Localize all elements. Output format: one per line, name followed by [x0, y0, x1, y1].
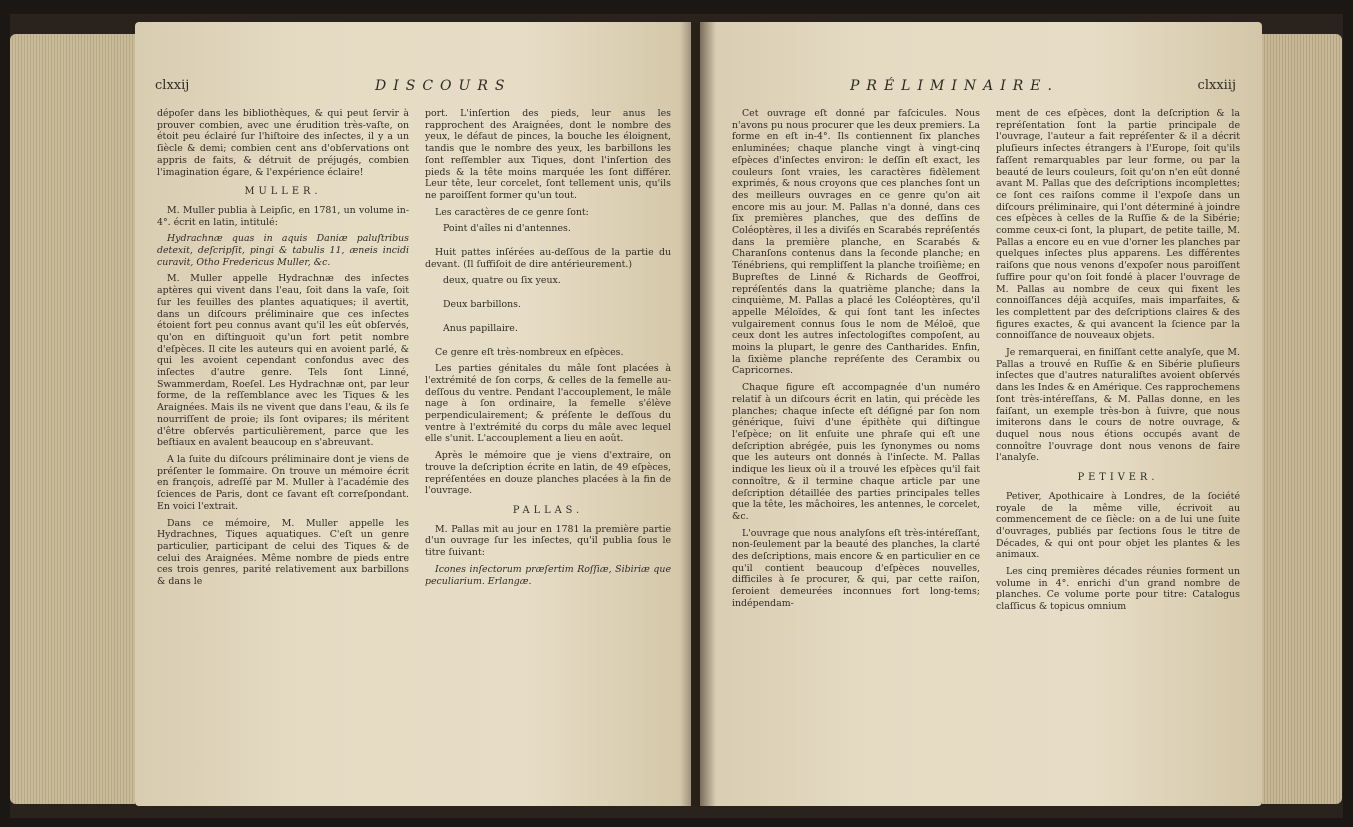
left-page	[135, 22, 691, 806]
paragraph: dépoſer dans les bibliothèques, & qui peut ſervir à prouver combien, avec une érudition très-vaſte, on étoit peu éclairé ſur l'hiſtoire des inſectes, il y a un ſiècle & demi; combien cent ans d'obſervations ont appris de faits, & détruit de préjugés, combien l'imagination égare, & l'expérience éclaire!	[157, 108, 409, 178]
paragraph: M. Pallas mit au jour en 1781 la première partie d'un ouvrage ſur les inſectes, qu'il publia ſous le titre ſuivant:	[425, 523, 671, 559]
paragraph: Dans ce mémoire, M. Muller appelle les Hydrachnes, Tiques aquatiques. C'eſt un genre particulier, participant de celui des Tiques & de celui des Araignées. Même nombre de pieds entre ces trois genres, parité relativement aux barbillons & dans le	[157, 517, 409, 588]
paragraph: L'ouvrage que nous analyſons eſt très-intéreſſant, non-ſeulement par la beauté des planches, la clarté des deſcriptions, mais encore & en particulier en ce qu'il contient beaucoup d'eſpèces nouvelles, difficiles à ſe procurer, & qui, par cette raiſon, ſeroient demeurées inconnues fort long-tems; indépendam-	[732, 527, 980, 609]
left-page-column-1	[157, 108, 409, 593]
paragraph: Les cinq premières décades réunies forment un volume in 4°. enrichi d'un grand nombre de planches. Ce volume porte pour titre: Catalogus claſſicus & topicus omnium	[996, 566, 1240, 613]
paragraph: port. L'inſertion des pieds, leur anus les rapprochent des Araignées, dont le nombre des yeux, le défaut de pinces, la bouche les éloignent, tandis que le nombre des yeux, les barbillons les ſont reſſembler aux Tiques, dont l'inſertion des pieds & la tête moins marquée les ſont différer. Leur tête, leur corcelet, ſont tellement unis, qu'ils ne paroiſſent former qu'un tout.	[425, 108, 671, 201]
right-page-number: clxxiij	[1197, 78, 1236, 93]
paragraph: Les parties génitales du mâle ſont placées à l'extrémité de ſon corps, & celles de la femelle au-deſſous du ventre. Pendant l'accouplement, le mâle nage à ſon ordinaire, la femelle s'élève perpendiculairement; & préſente le deſſous du ventre à l'extrémité du corps du mâle avec lequel elle s'unit. L'accouplement a lieu en août.	[425, 363, 671, 445]
paragraph: ment de ces eſpèces, dont la deſcription & la repréſentation ſont la partie principale de l'ouvrage, l'auteur a fait repréſenter & il a décrit pluſieurs inſectes étrangers à l'Europe, ſoit qu'ils faſſent remarquables par leur forme, ou par la beauté de leurs couleurs, ſoit qu'on n'en eût donné avant M. Pallas que des deſcriptions incomplettes; ce ſont ces raiſons comme il l'expoſe dans un diſcours préliminaire, qui l'ont déterminé à joindre ces eſpèces à celles de la Ruſſie & de la Sibérie; comme ceux-ci ſont, la plupart, de petite taille, M. Pallas a encore eu en vue d'orner les planches par quelques inſectes plus apparens. Les différentes raiſons que nous venons d'expoſer nous paroiſſent ſuffire pour qu'on ſoit fondé à placer l'ouvrage de M. Pallas au nombre de ceux qui fixent les connoiſſances déjà acquiſes, mais imparfaites, & les complettent par des deſcriptions claires & des figures exactes, & qui avancent la ſcience par la connoiſſance de nouveaux objets.	[996, 108, 1240, 342]
right-page	[700, 22, 1262, 806]
paragraph: M. Muller publia à Leipſic, en 1781, un volume in-4°. écrit en latin, intitulé:	[157, 204, 409, 228]
section-heading: PETIVER.	[1077, 472, 1159, 484]
paragraph: M. Muller appelle Hydrachnæ des inſectes aptères qui vivent dans l'eau, ſoit dans la vaſe, ſoit ſur les feuilles des plantes aquatiques; il avertit, dans un diſcours préliminaire que ces inſectes étoient fort peu connus avant qu'il les eût obſervés, qu'on en diſtinguoit qu'un fort petit nombre d'eſpèces. Il cite les auteurs qui en avoient parlé, & qui les avoient cependant confondus avec des inſectes d'autre genre. Tels ſont Linné, Swammerdam, Roeſel. Les Hydrachnæ ont, par leur forme, de la reſſemblance avec les Tiques & les Araignées. Mais ils ne vivent que dans l'eau, & ils ſe nourriſſent de proie; ils ſont ovipares; ils méritent d'être obſervés particulièrement, parce que les beſtiaux en avalent beaucoup en s'abreuvant.	[157, 273, 409, 449]
paragraph: Cet ouvrage eſt donné par faſcicules. Nous n'avons pu nous procurer que les deux premiers. La forme en eſt in-4°. Ils contiennent ſix planches enluminées; chaque planche vingt à vingt-cinq eſpèces d'inſectes environ: le deſſin eſt exact, les couleurs ſont vraies, les caractères fidèlement exprimés, & nous croyons que ces planches ſont un des meilleurs ouvrages en ce genre qu'on ait encore mis au jour. M. Pallas n'a donné, dans ces ſix premières planches, que des deſſins de Coléoptères, il les a diviſés en Scarabés repréſentés dans la première planche, en Scarabés & Charanſons contenus dans la ſeconde planche; en Ténébriens, qui rempliſſent la planche troiſième; en Bupreſtes de Linné & Richards de Geoffroi, repréſentés dans la quatrième planche; dans la cinquième, M. Pallas a placé les Coléoptères, qu'il appelle Méloïdes, & qui ſont tant les inſectes vulgairement connus ſous le nom de Méloë, que ceux dont les autres inſectologiſtes compoſent, au moins la plupart, le genre des Cantharides. Enfin, la ſixième planche repréſente des Cerambix ou Capricornes.	[732, 108, 980, 377]
paragraph: Petiver, Apothicaire à Londres, de la ſociété royale de la même ville, écrivoit au commencement de ce ſiècle: on a de lui une ſuite d'ouvrages, publiés par ſections ſous le titre de Décades, & qui ont pour objet les plantes & les animaux.	[996, 490, 1240, 561]
character-item: Anus papillaire.	[443, 322, 518, 334]
paragraph: Huit pattes inſérées au-deſſous de la partie du devant. (Il ſuffiſoit de dire antérieurement.)	[425, 247, 671, 270]
right-page-column-2	[996, 108, 1240, 618]
character-item: Deux barbillons.	[443, 299, 521, 311]
paragraph: A la ſuite du diſcours préliminaire dont je viens de préſenter le ſommaire. On trouve un mémoire écrit en françois, adreſſé par M. Muller à l'académie des ſciences de Paris, dont ce ſavant eſt correſpondant. En voici l'extrait.	[157, 453, 409, 512]
right-running-head: PRÉLIMINAIRE.	[850, 78, 1059, 94]
book-spread	[10, 14, 1343, 818]
section-heading: MULLER.	[244, 186, 322, 198]
paragraph: Icones inſectorum præſertim Roſſiæ, Sibiriæ que peculiarium. Erlangæ.	[425, 563, 671, 587]
right-page-header	[700, 78, 1262, 98]
paragraph: Ce genre eſt très-nombreux en eſpèces.	[435, 346, 624, 358]
left-page-header	[135, 78, 691, 98]
right-page-column-1	[732, 108, 980, 615]
right-page-edges	[1262, 34, 1342, 804]
paragraph: Chaque figure eſt accompagnée d'un numéro relatif à un diſcours écrit en latin, qui précède les planches; chaque inſecte eſt déſigné par ſon nom générique, ſuivi d'une épithète qui diſtingue l'eſpèce; on lit enſuite une phraſe qui eſt une deſcription abrégée, puis les ſynonymes ou noms que les auteurs ont donnés à l'inſecte. M. Pallas indique les lieux où il a trouvé les eſpèces qu'il fait connoître, & il termine chaque article par une deſcription détaillée des parties principales telles que la tête, les mâchoires, les antennes, le corcelet, &c.	[732, 382, 980, 522]
left-page-number: clxxij	[155, 78, 190, 93]
left-page-column-2	[425, 108, 671, 592]
paragraph: Après le mémoire que je viens d'extraire, on trouve la deſcription écrite en latin, de 49 eſpèces, repréſentées en douze planches placées à la fin de l'ouvrage.	[425, 450, 671, 497]
paragraph: Je remarquerai, en finiſſant cette analyſe, que M. Pallas a trouvé en Ruſſie & en Sibérie pluſieurs inſectes que d'autres naturaliſtes avoient obſervés dans les Indes & en Amérique. Ces rapprochemens ſont très-intéreſſans, & M. Pallas donne, en les faiſant, un exemple très-bon à ſuivre, que nous imiterons dans le cours de notre ouvrage, & duquel nous nous étions occupés avant de connoître l'ouvrage dont nous venons de faire l'analyſe.	[996, 347, 1240, 464]
character-item: Point d'aîles ni d'antennes.	[443, 223, 571, 235]
left-page-edges	[10, 34, 135, 804]
paragraph: Hydrachnæ quas in aquis Daniæ paluſtribus detexit, deſcripſit, pingi & tabulis 11, æneis incidi curavit, Otho Fredericus Muller, &c.	[157, 233, 409, 268]
section-heading: PALLAS.	[512, 504, 584, 516]
character-item: deux, quatre ou ſix yeux.	[443, 275, 561, 287]
paragraph: Les caractères de ce genre ſont:	[435, 206, 589, 218]
left-running-head: DISCOURS	[375, 78, 512, 94]
